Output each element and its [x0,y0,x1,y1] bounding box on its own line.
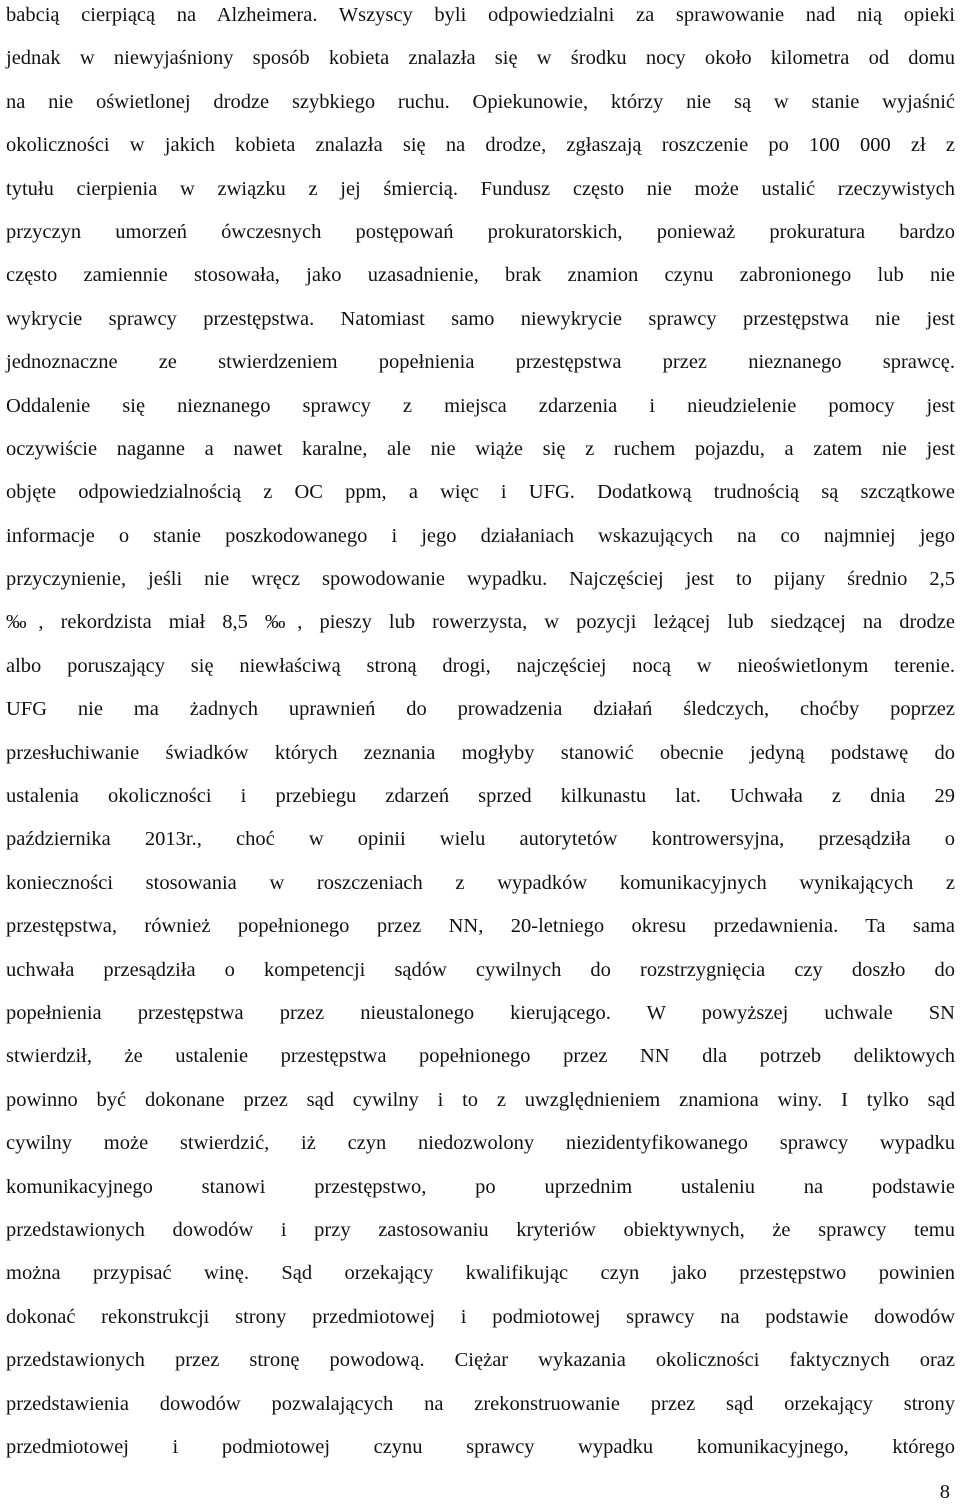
body-paragraph [6,0,955,1469]
text-line: tytułu cierpienia w związku z jej śmiercią. Fundusz często nie może ustalić rzeczywistych [6,177,955,200]
text-line: przedstawienia dowodów pozwalających na zrekonstruowanie przez sąd orzekający strony [6,1392,955,1415]
text-line: informacje o stanie poszkodowanego i jego działaniach wskazujących na co najmniej jego [6,524,955,547]
text-line: wykrycie sprawcy przestępstwa. Natomiast samo niewykrycie sprawcy przestępstwa nie jest [6,307,955,330]
text-line: powinno być dokonane przez sąd cywilny i to z uwzględnieniem znamiona winy. I tylko sąd [6,1088,955,1111]
text-line: przestępstwa, również popełnionego przez NN, 20-letniego okresu przedawnienia. Ta sama [6,915,955,938]
text-line: stwierdził, że ustalenie przestępstwa popełnionego przez NN dla potrzeb deliktowych [6,1045,955,1068]
text-line: okoliczności w jakich kobieta znalazła się na drodze, zgłaszają roszczenie po 100 000 zł z [6,134,955,157]
text-line: konieczności stosowania w roszczeniach z wypadków komunikacyjnych wynikających z [6,871,955,894]
text-line: można przypisać winę. Sąd orzekający kwalifikując czyn jako przestępstwo powinien [6,1262,955,1285]
text-line: przedmiotowej i podmiotowej czynu sprawcy wypadku komunikacyjnego, którego [6,1435,955,1458]
text-line: ustalenia okoliczności i przebiegu zdarzeń sprzed kilkunastu lat. Uchwała z dnia 29 [6,785,955,808]
text-line: ‰, rekordzista miał 8,5 ‰, pieszy lub rowerzysta, w pozycji leżącej lub siedzącej na drodze [6,611,955,634]
text-line: października 2013r., choć w opinii wielu autorytetów kontrowersyjna, przesądziła o [6,828,955,851]
text-line: popełnienia przestępstwa przez nieustalonego kierującego. W powyższej uchwale SN [6,1001,955,1024]
text-line: przyczyn umorzeń ówczesnych postępowań prokuratorskich, ponieważ prokuratura bardzo [6,220,955,243]
text-line: oczywiście naganne a nawet karalne, ale nie wiąże się z ruchem pojazdu, a zatem nie jest [6,437,955,460]
text-line: komunikacyjnego stanowi przestępstwo, po uprzednim ustaleniu na podstawie [6,1175,955,1198]
text-line: albo poruszający się niewłaściwą stroną drogi, najczęściej nocą w nieoświetlonym terenie. [6,654,955,677]
text-line: przyczynienie, jeśli nie wręcz spowodowanie wypadku. Najczęściej jest to pijany średnio 2,5 [6,568,955,591]
page-number: 8 [939,1481,950,1503]
text-line: często zamiennie stosowała, jako uzasadnienie, brak znamion czynu zabronionego lub nie [6,264,955,287]
text-line: jednak w niewyjaśniony sposób kobieta znalazła się w środku nocy około kilometra od domu [6,47,955,70]
text-line: na nie oświetlonej drodze szybkiego ruchu. Opiekunowie, którzy nie są w stanie wyjaśnić [6,90,955,113]
text-line: babcią cierpiącą na Alzheimera. Wszyscy byli odpowiedzialni za sprawowanie nad nią opieki [6,4,955,26]
text-line: przedstawionych dowodów i przy zastosowaniu kryteriów obiektywnych, że sprawcy temu [6,1218,955,1241]
text-line: UFG nie ma żadnych uprawnień do prowadzenia działań śledczych, choćby poprzez [6,698,955,721]
text-line: przedstawionych przez stronę powodową. Ciężar wykazania okoliczności faktycznych oraz [6,1349,955,1372]
text-line: objęte odpowiedzialnością z OC ppm, a więc i UFG. Dodatkową trudnością są szczątkowe [6,481,955,504]
text-line: jednoznaczne ze stwierdzeniem popełnienia przestępstwa przez nieznanego sprawcę. [6,351,955,374]
text-line: cywilny może stwierdzić, iż czyn niedozwolony niezidentyfikowanego sprawcy wypadku [6,1132,955,1155]
text-line: przesłuchiwanie świadków których zeznania mogłyby stanowić obecnie jedyną podstawę do [6,741,955,764]
text-line: dokonać rekonstrukcji strony przedmiotowej i podmiotowej sprawcy na podstawie dowodów [6,1305,955,1328]
text-line: uchwała przesądziła o kompetencji sądów cywilnych do rozstrzygnięcia czy doszło do [6,958,955,981]
text-line: Oddalenie się nieznanego sprawcy z miejsca zdarzenia i nieudzielenie pomocy jest [6,394,955,417]
